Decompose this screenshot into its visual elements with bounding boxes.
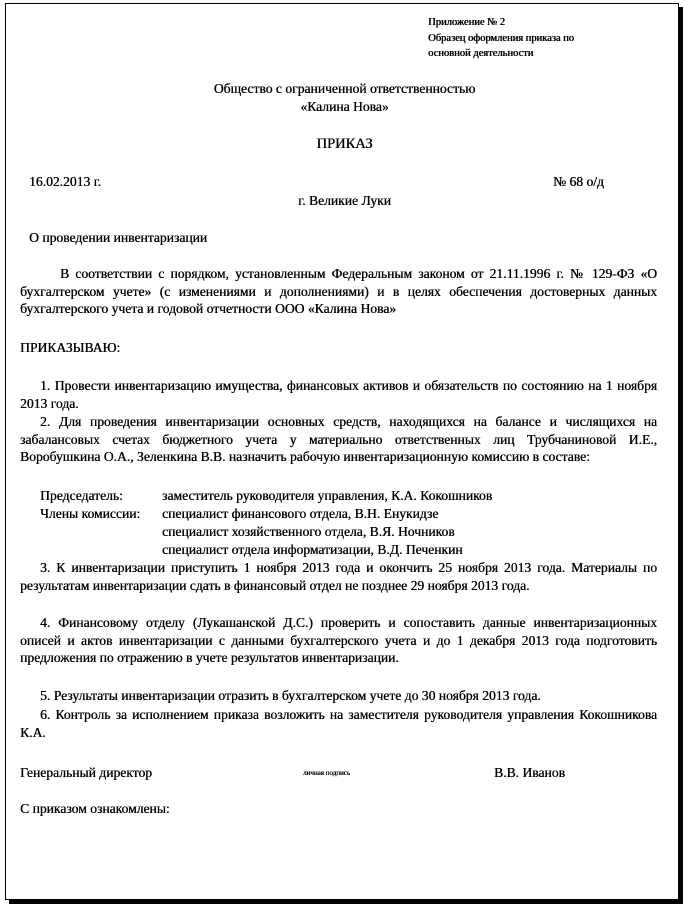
signer-position: Генеральный директор [20, 765, 152, 780]
order-city: г. Великие Луки [298, 193, 391, 208]
item-6: 6. Контроль за исполнением приказа возложить на заместителя руководителя управления Кокошникова К.А. [20, 707, 657, 740]
item-5: 5. Результаты инвентаризации отразить в бухгалтерском учете до 30 ноября 2013 года. [40, 688, 541, 703]
item-3: 3. К инвентаризации приступить 1 ноября 2013 года и окончить 25 ноября 2013 года. Материалы по результатам инвентаризации сдать в финансовый отдел не позднее 29 ноября 2013 года. [20, 560, 657, 593]
item-2: 2. Для проведения инвентаризации основных средств, находящихся на балансе и числящихся на забалансовых счетах бюджетного учета у материально ответственных лиц Трубчаниновой И.Е., Воробушкина О.А., Зеленкина В.В. назначить рабочую инвентаризационную комиссию в составе: [20, 414, 657, 465]
member-2: специалист хозяйственного отдела, В.Я. Ночников [162, 524, 455, 539]
attachment-line-1: Приложение № 2 [428, 17, 505, 28]
org-name-line-2: «Калина Нова» [300, 99, 389, 114]
attachment-line-2: Образец оформления приказа по [428, 33, 574, 44]
attachment-line-3: основной деятельности [428, 48, 534, 59]
order-subject: О проведении инвентаризации [29, 230, 208, 245]
members-label: Члены комиссии: [40, 506, 141, 521]
document-title: ПРИКАЗ [316, 136, 373, 152]
org-name-line-1: Общество с ограниченной ответственностью [213, 81, 476, 96]
member-3: специалист отдела информатизации, В.Д. Печенкин [162, 542, 463, 557]
chair-name: заместитель руководителя управления, К.А. Кокошников [162, 488, 493, 503]
item-4: 4. Финансовому отделу (Лукашанской Д.С.) проверить и сопоставить данные инвентаризационных описей и актов инвентаризации с данными бухгалтерского учета и до 1 декабря 2013 года подготовить предложения по отражению в учете результатов инвентаризации. [20, 615, 657, 666]
acquainted-label: С приказом ознакомлены: [20, 801, 170, 816]
chair-label: Председатель: [40, 488, 123, 503]
item-1: 1. Провести инвентаризацию имущества, финансовых активов и обязательств по состоянию на 1 ноября 2013 года. [20, 378, 657, 411]
order-number: № 68 о/д [553, 174, 604, 189]
order-word: ПРИКАЗЫВАЮ: [20, 340, 121, 355]
signature-placeholder: личная подпись [303, 769, 350, 777]
signer-name: В.В. Иванов [494, 765, 565, 780]
member-1: специалист финансового отдела, В.Н. Енукидзе [162, 506, 439, 521]
preamble: В соответствии с порядком, установленным Федеральным законом от 21.11.1996 г. № 129-ФЗ «О бухгалтерском учете» (с изменениями и дополнениями) и в целях обеспечения достоверных данных бухгалтерского учета и годовой отчетности ООО «Калина Нова» [20, 266, 657, 317]
order-date: 16.02.2013 г. [29, 174, 102, 189]
